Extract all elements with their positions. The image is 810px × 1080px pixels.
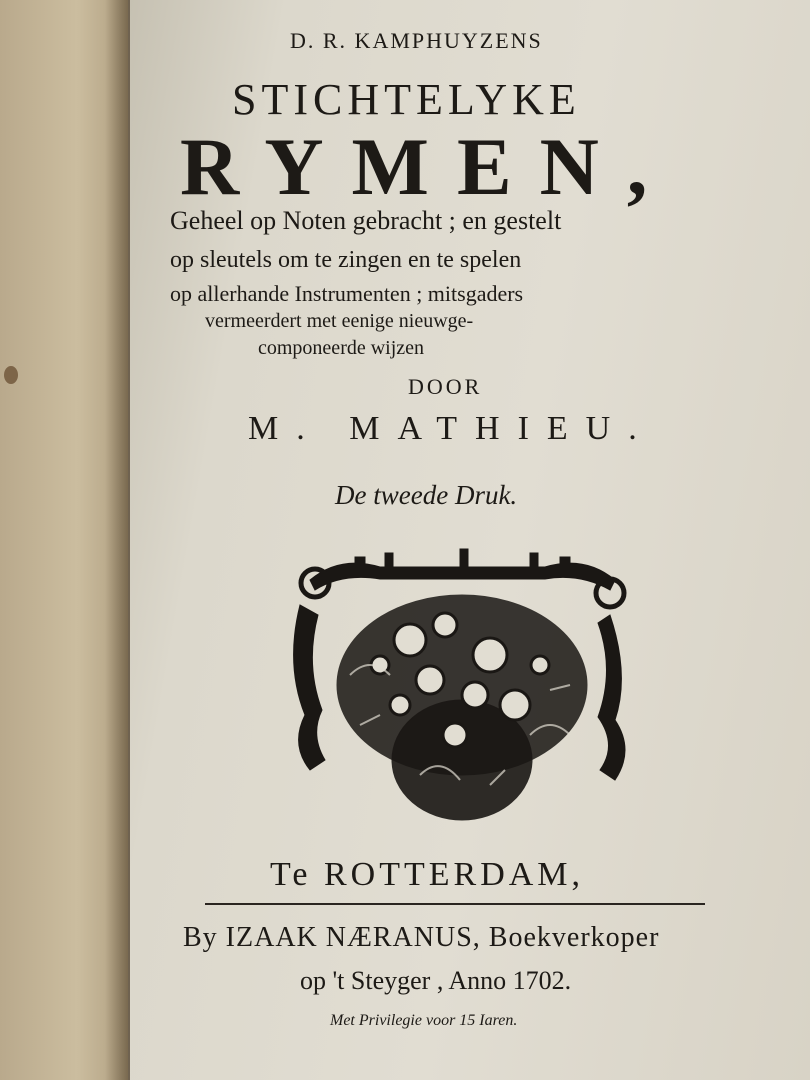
address-date-line: op 't Steyger , Anno 1702. xyxy=(300,966,572,995)
place-of-printing: Te ROTTERDAM, xyxy=(270,856,585,893)
subtitle-line: componeerde wijzen xyxy=(258,337,425,359)
edition-note: De tweede Druk. xyxy=(335,480,518,510)
subtitle-line: op allerhande Instrumenten ; mitsgaders xyxy=(170,281,524,306)
foxing-spot xyxy=(4,366,18,384)
title-line-1: STICHTELYKE xyxy=(232,75,581,124)
publisher-line: By IZAAK NÆRANUS, Boekverkoper xyxy=(183,922,660,953)
author-line: D. R. KAMPHUYZENS xyxy=(290,28,543,53)
horizontal-rule xyxy=(205,903,705,905)
subtitle-line: vermeerdert met eenige nieuwge- xyxy=(205,310,474,332)
arranger-name: M. MATHIEU. xyxy=(248,410,655,447)
subtitle-line: op sleutels om te zingen en te spelen xyxy=(170,247,522,273)
floral-basket-vignette xyxy=(280,545,645,830)
subtitle-line: Geheel op Noten gebracht ; en gestelt xyxy=(170,206,562,235)
by-line: DOOR xyxy=(408,374,483,399)
privilege-line: Met Privilegie voor 15 Iaren. xyxy=(330,1012,518,1029)
title-line-2: RYMEN, xyxy=(180,121,676,212)
